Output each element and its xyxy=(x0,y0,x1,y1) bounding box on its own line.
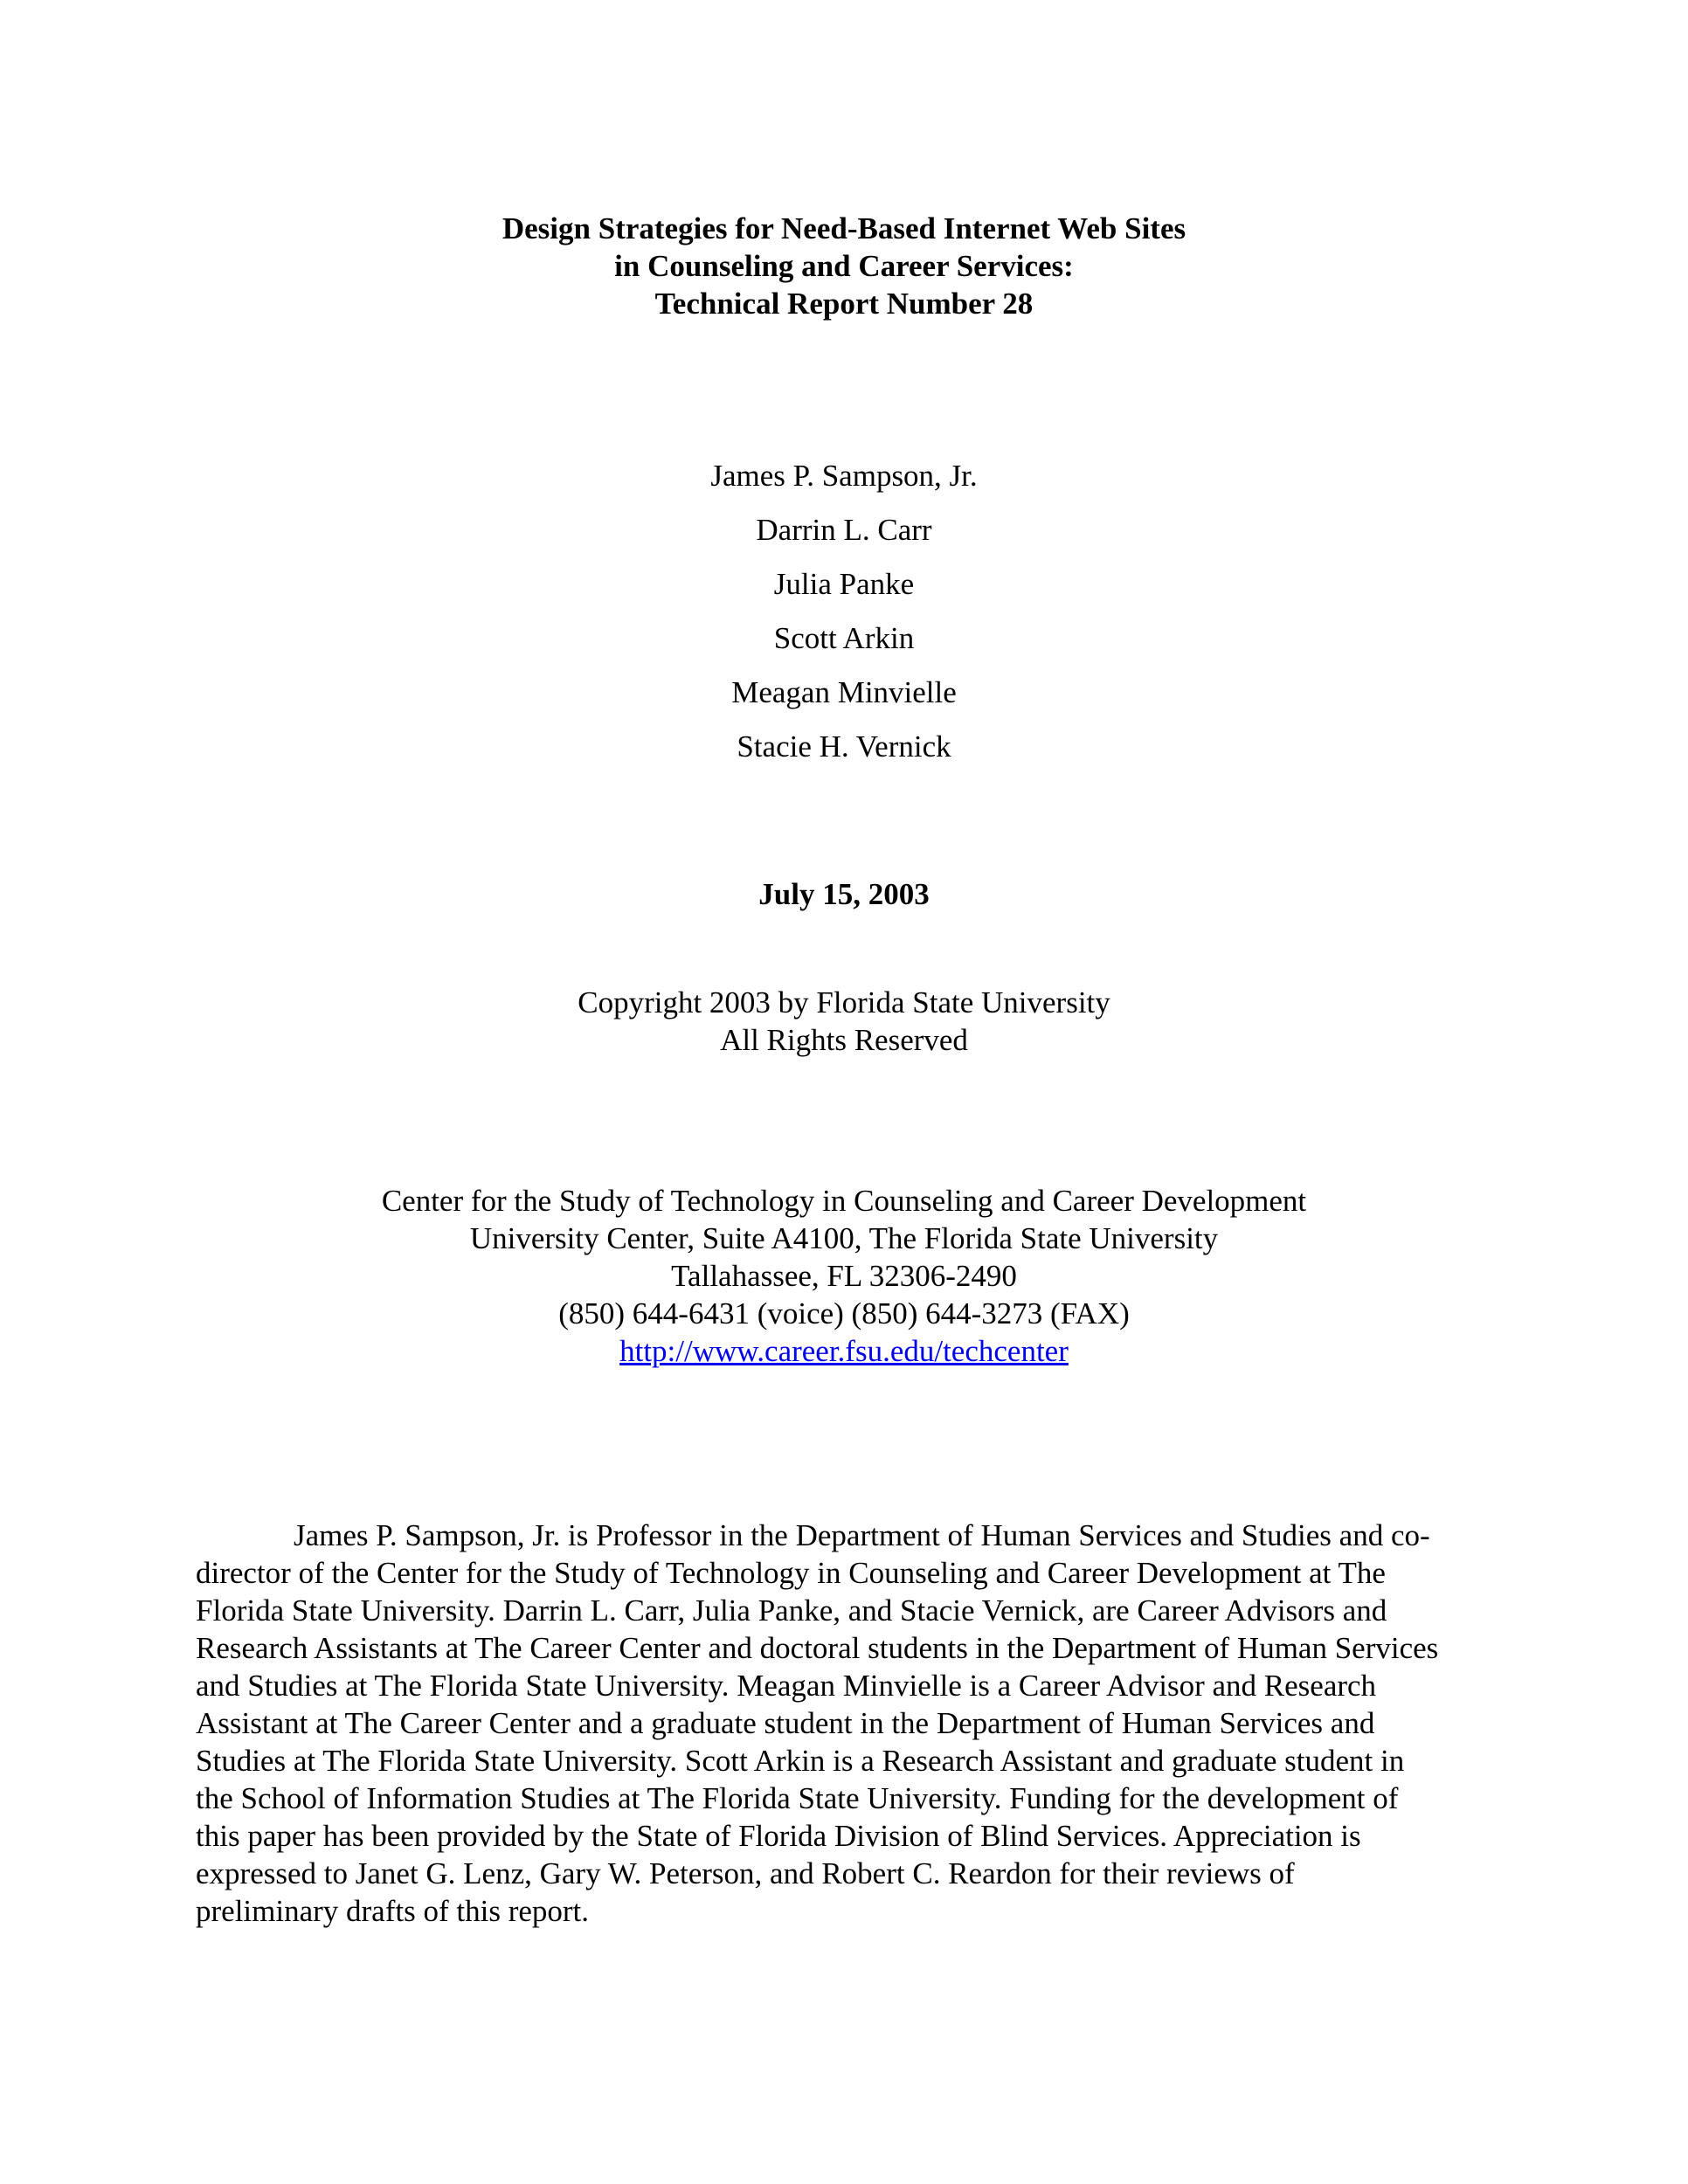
bio-line: expressed to Janet G. Lenz, Gary W. Peterson, and Robert C. Reardon for their reviews of xyxy=(196,1856,1295,1890)
bio-line: James P. Sampson, Jr. is Professor in the Department of Human Services and Studies and co- xyxy=(294,1518,1430,1552)
author-name: Meagan Minvielle xyxy=(731,675,957,709)
bio-line: Florida State University. Darrin L. Carr, Julia Panke, and Stacie Vernick, are Career Advisors and xyxy=(196,1593,1387,1628)
title-line: Design Strategies for Need-Based Internet Web Sites xyxy=(502,211,1186,245)
author-name: James P. Sampson, Jr. xyxy=(710,459,978,493)
rights-line: All Rights Reserved xyxy=(720,1023,968,1057)
bio-line: and Studies at The Florida State University. Meagan Minvielle is a Career Advisor and Research xyxy=(196,1669,1377,1703)
author-list xyxy=(0,449,1688,774)
report-date: July 15, 2003 xyxy=(758,877,930,911)
center-name: Center for the Study of Technology in Counseling and Career Development xyxy=(381,1184,1307,1218)
author-bio-paragraph xyxy=(196,1517,1524,1930)
title-line: in Counseling and Career Services: xyxy=(614,249,1074,283)
bio-line: preliminary drafts of this report. xyxy=(196,1894,590,1928)
bio-line: the School of Information Studies at The Florida State University. Funding for the development of xyxy=(196,1781,1399,1815)
report-title xyxy=(0,210,1688,322)
bio-line: this paper has been provided by the State of Florida Division of Blind Services. Appreciation is xyxy=(196,1819,1361,1853)
author-name: Scott Arkin xyxy=(773,621,915,655)
title-line: Technical Report Number 28 xyxy=(654,287,1034,321)
copyright-line: Copyright 2003 by Florida State University xyxy=(578,985,1110,1019)
bio-line: director of the Center for the Study of Technology in Counseling and Career Development at The xyxy=(196,1556,1386,1590)
bio-line: Research Assistants at The Career Center and doctoral students in the Department of Human Services xyxy=(196,1631,1439,1665)
author-name: Julia Panke xyxy=(773,567,915,601)
bio-line: Assistant at The Career Center and a graduate student in the Department of Human Services and xyxy=(196,1706,1375,1740)
author-name: Stacie H. Vernick xyxy=(737,729,951,764)
bio-line: Studies at The Florida State University. Scott Arkin is a Research Assistant and graduate student in xyxy=(196,1744,1405,1778)
copyright-notice xyxy=(0,984,1688,1059)
center-address: University Center, Suite A4100, The Florida State University xyxy=(469,1221,1219,1255)
author-name: Darrin L. Carr xyxy=(756,513,932,547)
center-contact-block xyxy=(0,1182,1688,1370)
center-phone: (850) 644-6431 (voice) (850) 644-3273 (FAX) xyxy=(558,1296,1130,1330)
center-website-link[interactable]: http://www.career.fsu.edu/techcenter xyxy=(619,1334,1069,1368)
center-city: Tallahassee, FL 32306-2490 xyxy=(671,1259,1017,1293)
